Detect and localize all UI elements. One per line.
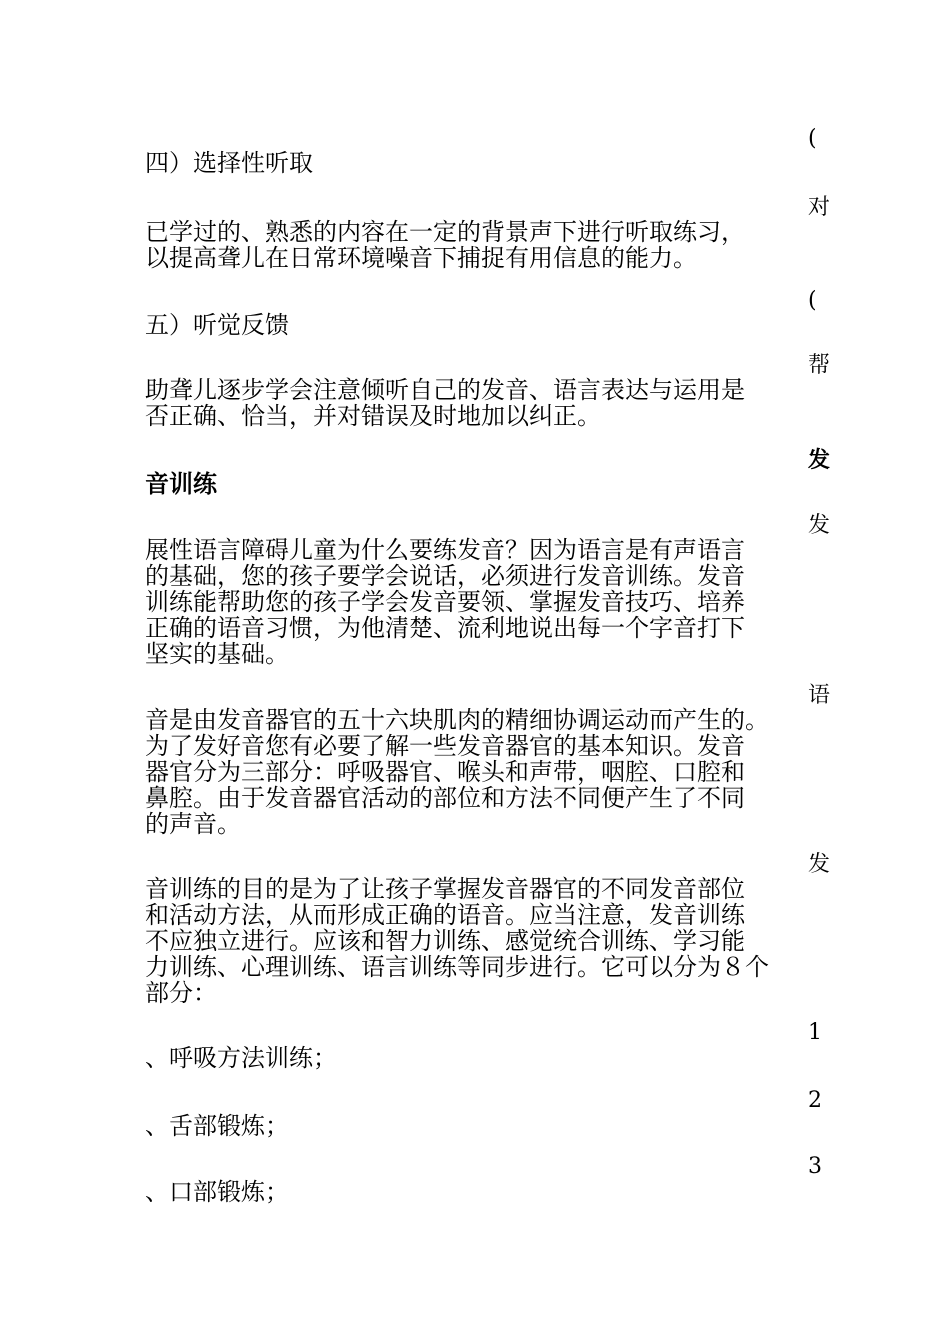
paragraph-auditory-feedback — [145, 377, 825, 429]
text-line: 坚实的基础。 — [145, 640, 289, 668]
margin-char: ( — [808, 288, 817, 313]
margin-char: 发 — [808, 513, 831, 538]
text-line: 音训练 — [145, 469, 217, 498]
list-item-breathing — [145, 1045, 825, 1071]
section-heading-pronunciation-training — [145, 471, 825, 497]
margin-char: ( — [808, 126, 817, 151]
text-line: 的声音。 — [145, 810, 241, 838]
text-line: 以提高聋儿在日常环境噪音下捕捉有用信息的能力。 — [145, 244, 697, 272]
margin-char: 2 — [808, 1088, 822, 1113]
text-line: 、呼吸方法训练； — [145, 1044, 337, 1072]
margin-char: 发 — [808, 852, 831, 877]
list-item-mouth — [145, 1179, 825, 1205]
margin-char: 发 — [808, 447, 831, 473]
text-line: 正确的语音习惯，为他清楚、流利地说出每一个字音打下 — [145, 614, 745, 642]
margin-char: 帮 — [808, 353, 831, 378]
text-line: 、口部锻炼； — [145, 1178, 289, 1206]
text-line: 助聋儿逐步学会注意倾听自己的发音、语言表达与运用是 — [145, 376, 745, 404]
text-line: 音是由发音器官的五十六块肌肉的精细协调运动而产生的。 — [145, 706, 769, 734]
text-line: 的基础，您的孩子要学会说话，必须进行发音训练。发音 — [145, 562, 745, 590]
paragraph-why-practice — [145, 537, 825, 667]
text-line: 为了发好音您有必要了解一些发音器官的基本知识。发音 — [145, 732, 745, 760]
text-line: 四）选择性听取 — [145, 149, 313, 177]
text-line: 部分： — [145, 979, 217, 1007]
text-line: 、舌部锻炼； — [145, 1112, 289, 1140]
section-heading-auditory-feedback — [145, 312, 825, 338]
text-line: 否正确、恰当，并对错误及时地加以纠正。 — [145, 402, 601, 430]
text-line: 和活动方法，从而形成正确的语音。应当注意，发音训练 — [145, 901, 745, 929]
text-line: 不应独立进行。应该和智力训练、感觉统合训练、学习能 — [145, 927, 745, 955]
text-line: 鼻腔。由于发音器官活动的部位和方法不同便产生了不同 — [145, 784, 745, 812]
text-line: 训练能帮助您的孩子学会发音要领、掌握发音技巧、培养 — [145, 588, 745, 616]
margin-char: 对 — [808, 195, 831, 220]
text-line: 展性语言障碍儿童为什么要练发音？因为语言是有声语言 — [145, 536, 745, 564]
text-line: 五）听觉反馈 — [145, 311, 289, 339]
section-heading-selective-listening — [145, 150, 825, 176]
paragraph-vocal-organs — [145, 707, 825, 837]
text-line: 力训练、心理训练、语言训练等同步进行。它可以分为８个 — [145, 953, 769, 981]
margin-char: 3 — [808, 1154, 822, 1179]
margin-char: 语 — [808, 683, 831, 708]
paragraph-training-goal — [145, 876, 825, 1006]
list-item-tongue — [145, 1113, 825, 1139]
paragraph-selective-listening — [145, 219, 825, 271]
text-line: 器官分为三部分：呼吸器官、喉头和声带，咽腔、口腔和 — [145, 758, 745, 786]
text-line: 已学过的、熟悉的内容在一定的背景声下进行听取练习， — [145, 218, 745, 246]
margin-char: 1 — [808, 1020, 822, 1045]
text-line: 音训练的目的是为了让孩子掌握发音器官的不同发音部位 — [145, 875, 745, 903]
